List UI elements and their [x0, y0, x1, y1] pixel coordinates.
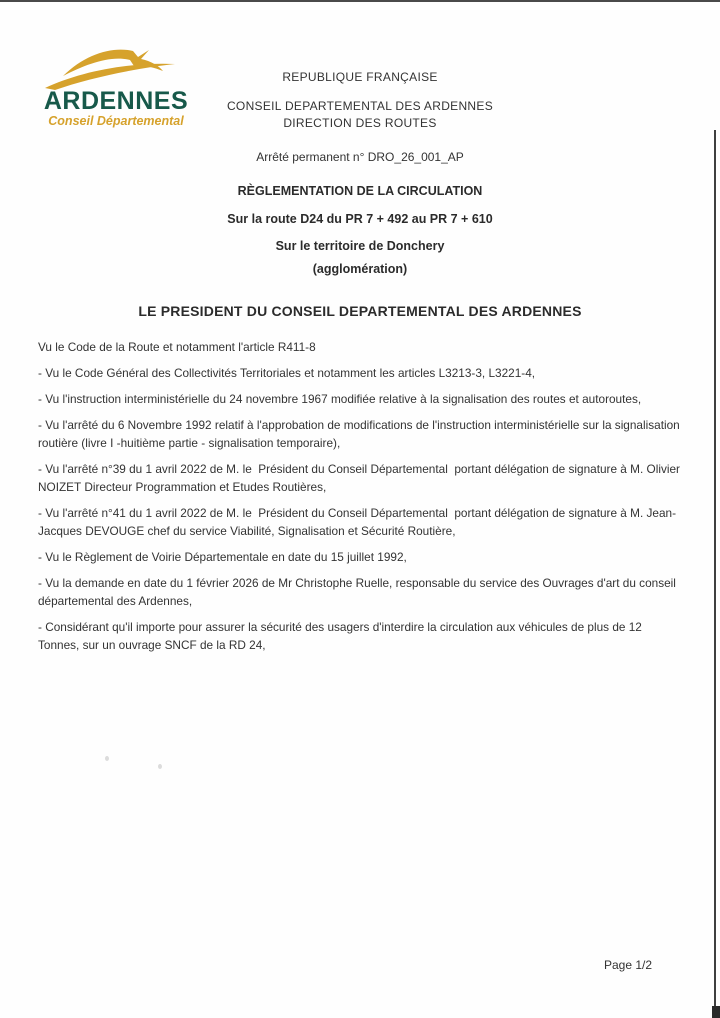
scan-speck: [158, 764, 162, 769]
body-text: [38, 338, 684, 662]
logo-subtitle: Conseil Départemental: [48, 114, 184, 128]
page-number: Page 1/2: [604, 958, 653, 972]
paragraph-vu: - Vu l'instruction interministérielle du 24 novembre 1967 modifiée relative à la signalisation des routes et autoroutes,: [38, 392, 642, 406]
paragraph-considerant: - Considérant qu'il importe pour assurer la sécurité des usagers d'interdire la circulation aux véhicules de plus de 12 Tonnes, sur un ouvrage SNCF de la RD 24,: [38, 620, 645, 652]
council-direction-block: [0, 98, 720, 132]
order-reference: Arrêté permanent n° DRO_26_001_AP: [256, 150, 464, 164]
title-line-2: Sur la route D24 du PR 7 + 492 au PR 7 + 610: [227, 212, 493, 226]
republic-line: REPUBLIQUE FRANÇAISE: [282, 70, 438, 84]
paragraph-vu: - Vu le Code Général des Collectivités Territoriales et notamment les articles L3213-3, L3221-4,: [38, 366, 536, 380]
paragraph-vu: - Vu le Règlement de Voirie Départementale en date du 15 juillet 1992,: [38, 550, 407, 564]
paragraph-vu: - Vu l'arrêté n°41 du 1 avril 2022 de M. le Président du Conseil Départemental portant délégation de signature à M. Jean-Jacques DEVOUGE chef du service Viabilité, Signalisation et Sécurité Routière,: [38, 506, 677, 538]
paragraph-vu: - Vu l'arrêté du 6 Novembre 1992 relatif à l'approbation de modifications de l'instruction interministérielle sur la signalisation routière (livre I -huitième partie - signalisation temporaire),: [38, 418, 683, 450]
title-block: [0, 184, 720, 276]
title-line-3: Sur le territoire de Donchery: [275, 239, 445, 253]
boar-icon: [41, 42, 191, 92]
paragraph-vu: Vu le Code de la Route et notamment l'article R411-8: [38, 340, 316, 354]
scan-speck: [105, 756, 109, 761]
scan-corner-bottom-right: [712, 1006, 720, 1018]
title-line-4: (agglomération): [312, 262, 408, 276]
logo-wordmark: ARDENNES: [43, 87, 189, 115]
paragraph-vu: - Vu l'arrêté n°39 du 1 avril 2022 de M. le Président du Conseil Départemental portant délégation de signature à M. Olivier NOIZET Directeur Programmation et Etudes Routières,: [38, 462, 684, 494]
direction-line: DIRECTION DES ROUTES: [283, 116, 437, 130]
scan-edge-top: [0, 0, 720, 2]
title-line-1: RÈGLEMENTATION DE LA CIRCULATION: [237, 184, 483, 198]
president-heading: LE PRESIDENT DU CONSEIL DEPARTEMENTAL DES ARDENNES: [138, 303, 582, 319]
council-line: CONSEIL DEPARTEMENTAL DES ARDENNES: [226, 99, 494, 113]
paragraph-vu: - Vu la demande en date du 1 février 2026 de Mr Christophe Ruelle, responsable du service des Ouvrages d'art du conseil départemental des Ardennes,: [38, 576, 680, 608]
